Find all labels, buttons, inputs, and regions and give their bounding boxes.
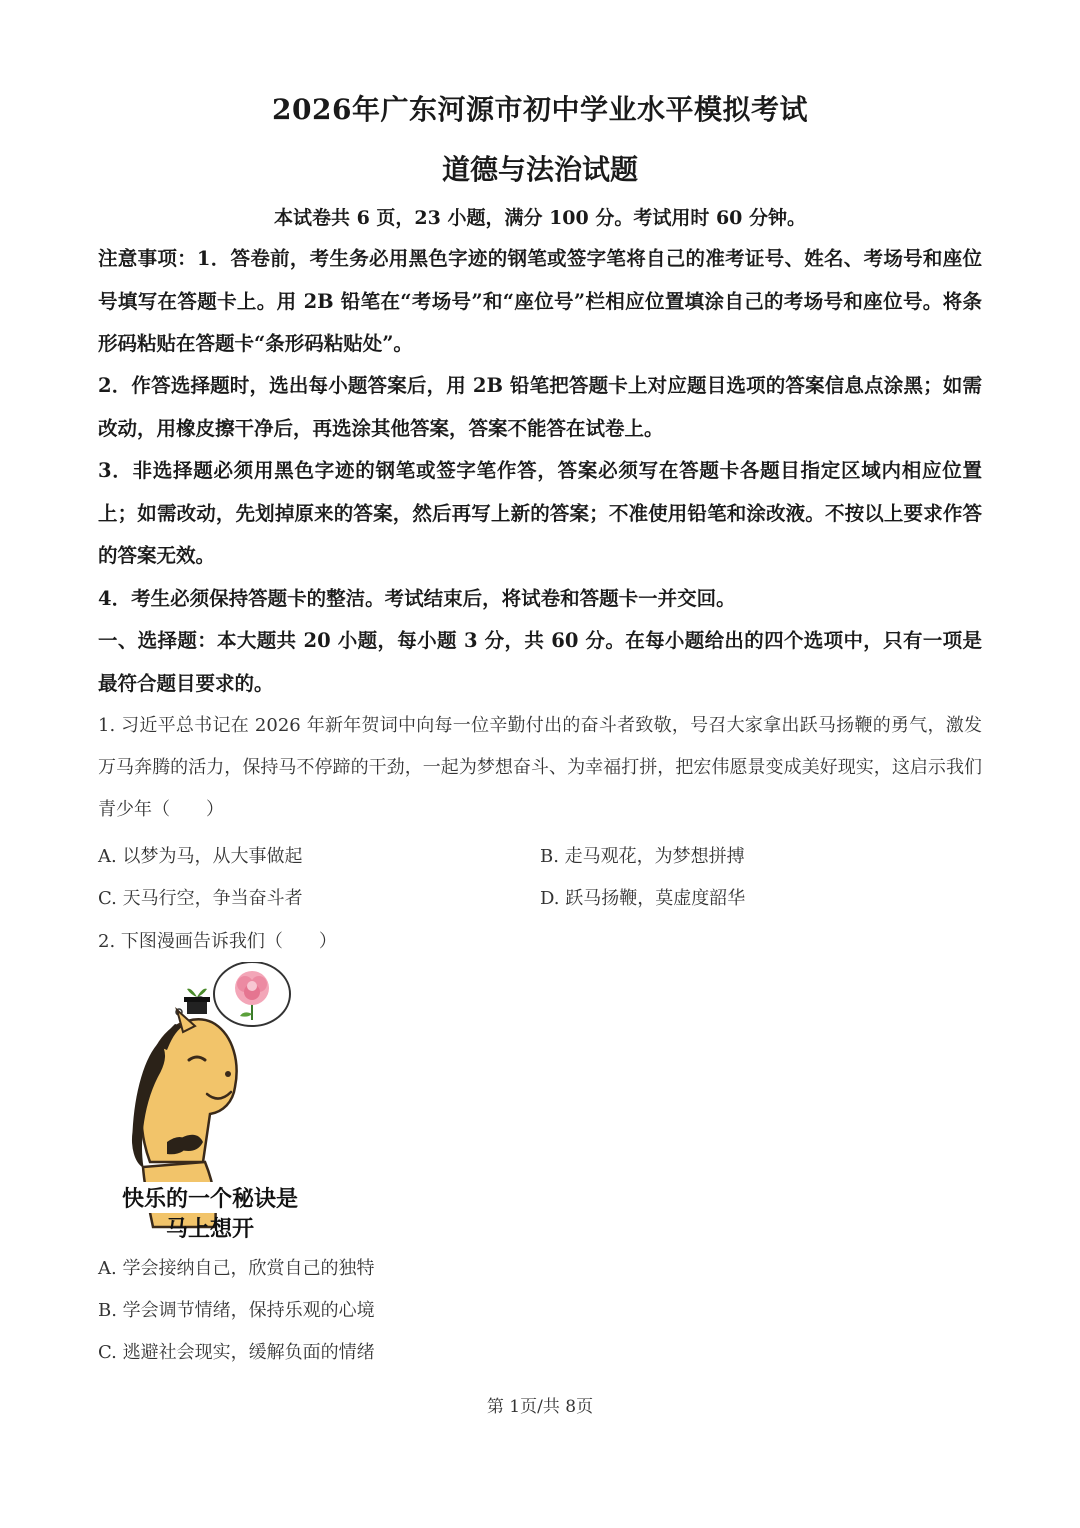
q2-option-c: C. 逃避社会现实，缓解负面的情绪 [98,1342,375,1363]
exam-title: 2026年广东河源市初中学业水平模拟考试 [272,93,808,126]
exam-info: 本试卷共 6 页，23 小题，满分 100 分。考试用时 60 分钟。 [273,207,807,229]
notice-3: 3．非选择题必须用黑色字迹的钢笔或签字笔作答，答案必须写在答题卡各题目指定区域内相应位置上；如需改动，先划掉原来的答案，然后再写上新的答案；不准使用铅笔和涂改液。不按以上要求作答的答案无效。 [98,459,982,567]
q1-option-b: B. 走马观花，为梦想拼搏 [540,846,745,867]
q2-option-b: B. 学会调节情绪，保持乐观的心境 [98,1300,375,1321]
notice-1: 注意事项：1．答卷前，考生务必用黑色字迹的钢笔或签字笔将自己的准考证号、姓名、考场号和座位号填写在答题卡上。用 2B 铅笔在“考场号”和“座位号”栏相应位置填涂自己的考场号和座位号。将条形码粘贴在答题卡“条形码粘贴处”。 [98,247,982,355]
cartoon-caption-line1: 快乐的一个秘诀是 [105,1182,315,1213]
subject-title: 道德与法治试题 [441,153,638,186]
page-footer: 第 1页/共 8页 [486,1397,594,1417]
section-1-heading: 一、选择题：本大题共 20 小题，每小题 3 分，共 60 分。在每小题给出的四个选项中，只有一项是最符合题目要求的。 [98,629,982,695]
notice-2: 2．作答选择题时，选出每小题答案后，用 2B 铅笔把答题卡上对应题目选项的答案信息点涂黑；如需改动，用橡皮擦干净后，再选涂其他答案，答案不能答在试卷上。 [98,374,982,440]
horse-cartoon [105,962,315,1242]
q1-option-d: D. 跃马扬鞭，莫虚度韶华 [540,888,746,909]
cartoon-caption-line2: 马上想开 [165,1217,254,1242]
question-1-stem: 1. 习近平总书记在 2026 年新年贺词中向每一位辛勤付出的奋斗者致敬，号召大家拿出跃马扬鞭的勇气，激发万马奔腾的活力，保持马不停蹄的干劲，一起为梦想奋斗、为幸福打拼，把宏伟愿景变成美好现实，这启示我们青少年（ ） [98,715,982,820]
notice-4: 4．考生必须保持答题卡的整洁。考试结束后，将试卷和答题卡一并交回。 [98,587,736,610]
q2-option-a: A. 学会接纳自己，欣赏自己的独特 [98,1258,375,1279]
q1-option-c: C. 天马行空，争当奋斗者 [98,888,303,909]
question-2-stem: 2. 下图漫画告诉我们（ ） [98,931,337,952]
q1-option-a: A. 以梦为马，从大事做起 [98,846,303,867]
